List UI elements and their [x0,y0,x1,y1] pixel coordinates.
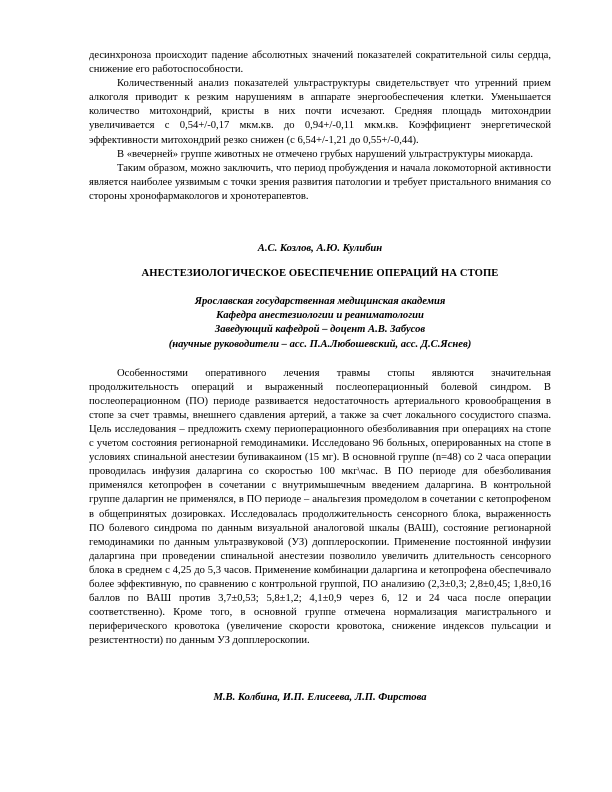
paragraph-continuation: десинхроноза происходит падение абсолютных значений показателей сократительной силы сердца, снижение его работоспособности. [89,50,551,76]
article-body: Особенностями оперативного лечения травмы стопы являются значительная продолжительность операций и выраженный послеоперационный болевой синдром. В послеоперационном (ПО) периоде развивается недостаточность артериального кровообращения в стопе за счет травмы, внешнего сдавления артерий, а также за счет локального сосудистого спазма. Цель исследования – предложить схему периоперационного обезболивавния при операциях на стопе с учетом состояния регионарной гемодинамики. Исследовано 96 больных, оперированных на стопе в условиях спинальной анестезии бупивакаином (15 мг). В основной группе (n=48) со 2 часа операции проводилась инфузия даларгина со скоростью 100 мкг\час. В ПО периоде для обезболивания применялся кетопрофен в сочетании с внутримышечным введением даларгина. В контрольной группе даларгин не применялся, в ПО периоде – анальгезия промедолом в сочетании с кетопрофеном в общепринятых дозировках. Исследовалась продолжительность сенсорного блока, выраженность ПО болевого синдрома по данным визуальной аналоговой шкалы (ВАШ), состояние регионарной гемодинамики по данным ультразвуковой (УЗ) допплероскопии. Применение постоянной инфузии даларгина при проведении спинальной анестезии позволило увеличить длительность сенсорного блока в среднем с 4,25 до 5,3 часов. Применение комбинации даларгина и кетопрофена обеспечивало более эффективную, по сравнению с контрольной группой, ПО анализию (2,3±0,3; 2,8±0,45; 1,8±0,16 баллов по ВАШ против 3,7±0,53; 5,8±1,2; 4,1±0,9 через 6, 12 и 24 часа после операции соответственно). Кроме того, в основной группе отмечена нормализация магистрального и периферического кровотока (увеличение скорости кровотока, снижение индексов пульсации и резистентности) по данным УЗ допплероскопии. [89,367,551,647]
affiliation-department: Кафедра анестезиологии и реаниматологии [216,310,424,322]
next-article-authors: М.В. Колбина, И.П. Елисеева, Л.П. Фирстова [213,692,427,704]
paragraph-evening-group: В «вечерней» группе животных не отмечено грубых нарушений ультраструктуры миокарда. [117,148,534,160]
affiliation-supervisors: (научные руководители – асс. П.А.Любошевский, асс. Д.С.Яснев) [168,338,472,350]
article-authors: А.С. Козлов, А.Ю. Кулибин [257,243,383,255]
paragraph-ultrastructure: Количественный анализ показателей ультраструктуры свидетельствует что утренний прием алкоголя приводит к резким нарушениям в аппарате энергообеспечения клетки. Уменьшается количество митохондрий, кристы в них почти исчезают. Средняя площадь митохондрии увеличивается с 0,54+/-0,17 мкм.кв. до 0,94+/-0,11 мкм.кв. Коэффициент энергетической эффективности митохондрий резко снижен (с 6,54+/-1,21 до 0,55+/-0,44). [89,78,551,146]
affiliation-block [89,295,551,351]
paragraph-conclusion: Таким образом, можно заключить, что период пробуждения и начала локомоторной активности является наиболее уязвимым с точки зрения развития патологии и требует пристального внимания со стороны хронофармакологов и хронотерапевтов. [89,162,551,202]
affiliation-head: Заведующий кафедрой – доцент А.В. Забусов [214,324,426,336]
affiliation-academy: Ярославская государственная медицинская академия [194,296,446,308]
document-page [89,49,551,706]
article-title: АНЕСТЕЗИОЛОГИЧЕСКОЕ ОБЕСПЕЧЕНИЕ ОПЕРАЦИЙ НА СТОПЕ [141,268,499,280]
